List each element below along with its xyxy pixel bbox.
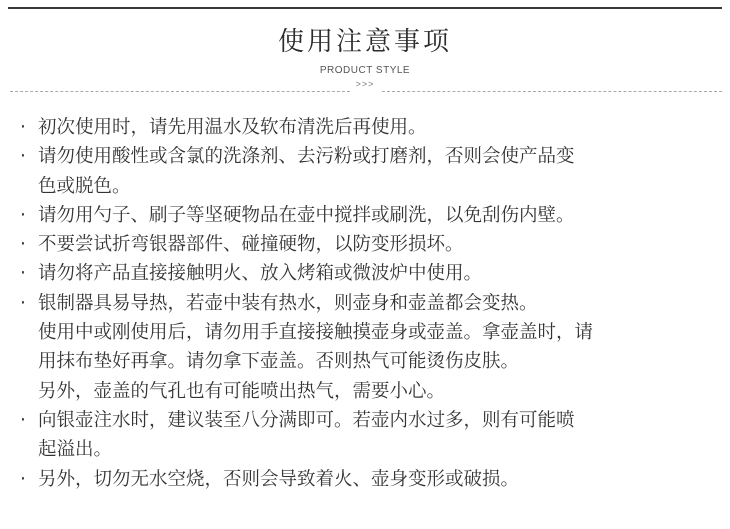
precaution-text-line: 请勿用勺子、刷子等坚硬物品在壶中搅拌或刷洗，以免刮伤内壁。 [38, 204, 575, 226]
precaution-text-line: 向银壶注水时，建议装至八分满即可。若壶内水过多，则有可能喷 [38, 409, 575, 431]
precaution-item [14, 259, 714, 288]
precaution-item [14, 465, 714, 494]
precaution-text-line: 银制器具易导热，若壶中装有热水，则壶身和壶盖都会变热。 [38, 292, 538, 314]
precaution-item [14, 289, 714, 406]
precaution-text-line: 另外，切勿无水空烧，否则会导致着火、壶身变形或破损。 [38, 468, 520, 490]
chevron-arrows-icon: >>> [355, 79, 375, 89]
precautions-list [14, 113, 714, 494]
bullet-dot-icon: · [20, 468, 26, 490]
precaution-text-line: 用抹布垫好再拿。请勿拿下壶盖。否则热气可能烫伤皮肤。 [38, 351, 520, 373]
bullet-dot-icon: · [20, 292, 26, 314]
precaution-item [14, 142, 714, 201]
precaution-item [14, 230, 714, 259]
precaution-item [14, 406, 714, 465]
precaution-text-line: 起溢出。 [38, 439, 113, 461]
bullet-dot-icon: · [20, 204, 26, 226]
precaution-text-line: 另外，壶盖的气孔也有可能喷出热气，需要小心。 [38, 380, 446, 402]
bullet-dot-icon: · [20, 234, 26, 256]
precaution-text-line: 初次使用时，请先用温水及软布清洗后再使用。 [38, 117, 427, 138]
dashed-divider-right [382, 91, 722, 92]
precaution-text-line: 不要尝试折弯银器部件、碰撞硬物，以防变形损坏。 [38, 234, 464, 256]
bullet-dot-icon: · [20, 117, 26, 138]
bullet-dot-icon: · [20, 263, 26, 285]
precaution-item [14, 201, 714, 230]
dashed-divider-left [10, 91, 350, 92]
page-title: 使用注意事项 [277, 27, 452, 57]
precaution-item [14, 113, 714, 142]
precaution-text-line: 使用中或刚使用后，请勿用手直接接触摸壶身或壶盖。拿壶盖时，请 [38, 322, 594, 344]
page-subtitle: PRODUCT STYLE [319, 65, 411, 76]
top-border-line [8, 7, 722, 9]
bullet-dot-icon: · [20, 409, 26, 431]
bullet-dot-icon: · [20, 146, 26, 168]
precaution-text-line: 色或脱色。 [38, 175, 131, 197]
precaution-text-line: 请勿将产品直接接触明火、放入烤箱或微波炉中使用。 [38, 263, 483, 285]
precaution-text-line: 请勿使用酸性或含氯的洗涤剂、去污粉或打磨剂，否则会使产品变 [38, 146, 575, 168]
